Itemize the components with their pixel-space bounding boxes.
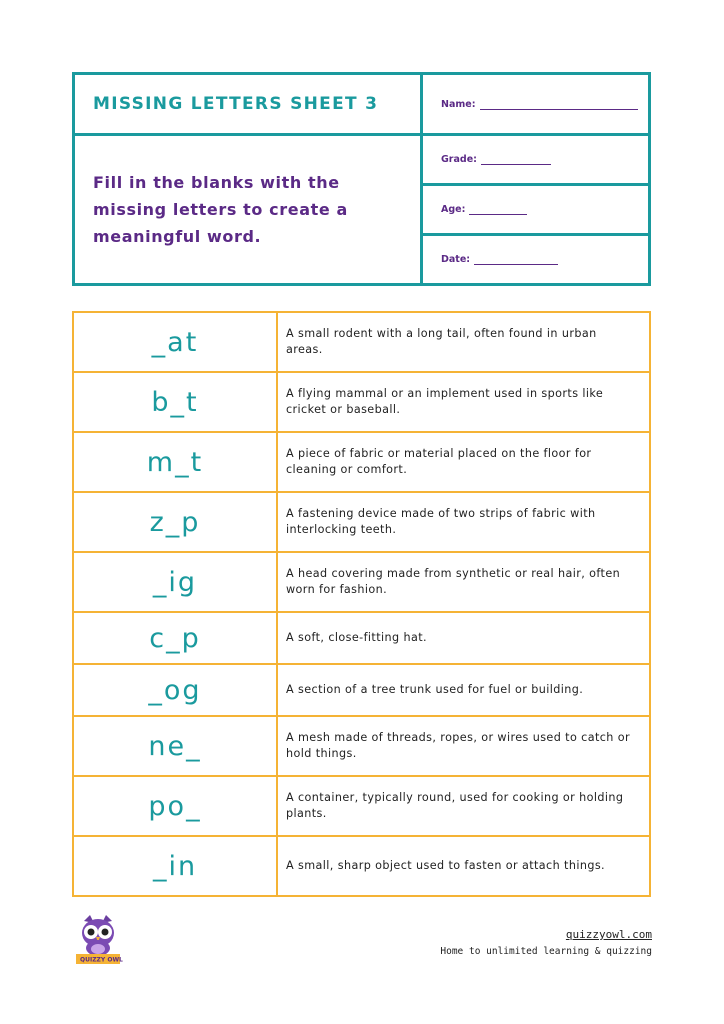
missing-word[interactable]: z_p bbox=[73, 492, 277, 552]
age-blank-line[interactable] bbox=[469, 204, 527, 215]
word-clue: A flying mammal or an implement used in sports like cricket or baseball. bbox=[277, 372, 650, 432]
date-field[interactable] bbox=[423, 236, 648, 283]
table-row bbox=[73, 836, 650, 896]
word-clue: A small rodent with a long tail, often found in urban areas. bbox=[277, 312, 650, 372]
word-clue: A head covering made from synthetic or real hair, often worn for fashion. bbox=[277, 552, 650, 612]
age-label: Age: bbox=[441, 204, 466, 215]
footer-tagline: Home to unlimited learning & quizzing bbox=[440, 946, 652, 957]
table-row bbox=[73, 612, 650, 664]
missing-word[interactable]: _ig bbox=[73, 552, 277, 612]
word-clue: A fastening device made of two strips of fabric with interlocking teeth. bbox=[277, 492, 650, 552]
table-row bbox=[73, 552, 650, 612]
missing-word[interactable]: c_p bbox=[73, 612, 277, 664]
sheet-title: MISSING LETTERS SHEET 3 bbox=[75, 75, 423, 136]
table-row bbox=[73, 492, 650, 552]
missing-word[interactable]: m_t bbox=[73, 432, 277, 492]
missing-word[interactable]: _at bbox=[73, 312, 277, 372]
missing-word[interactable]: po_ bbox=[73, 776, 277, 836]
table-row bbox=[73, 716, 650, 776]
missing-word[interactable]: _in bbox=[73, 836, 277, 896]
owl-logo-icon bbox=[72, 913, 124, 965]
word-clue: A section of a tree trunk used for fuel or building. bbox=[277, 664, 650, 716]
site-link[interactable]: quizzyowl.com bbox=[565, 928, 652, 941]
logo-text: QUIZZY OWL bbox=[80, 956, 123, 964]
missing-word[interactable]: b_t bbox=[73, 372, 277, 432]
table-row bbox=[73, 664, 650, 716]
word-table bbox=[72, 311, 651, 897]
name-field[interactable] bbox=[423, 75, 648, 136]
table-row bbox=[73, 372, 650, 432]
table-row bbox=[73, 776, 650, 836]
word-clue: A piece of fabric or material placed on the floor for cleaning or comfort. bbox=[277, 432, 650, 492]
name-label: Name: bbox=[441, 98, 476, 110]
table-row bbox=[73, 432, 650, 492]
date-label: Date: bbox=[441, 254, 471, 265]
word-clue: A container, typically round, used for cooking or holding plants. bbox=[277, 776, 650, 836]
owl-logo-graphic bbox=[72, 913, 124, 965]
grade-field[interactable] bbox=[423, 136, 648, 186]
footer bbox=[440, 928, 652, 957]
word-clue: A soft, close-fitting hat. bbox=[277, 612, 650, 664]
grade-label: Grade: bbox=[441, 154, 477, 165]
date-blank-line[interactable] bbox=[474, 254, 558, 265]
instructions: Fill in the blanks with the missing letters to create a meaningful word. bbox=[75, 136, 423, 283]
word-clue: A small, sharp object used to fasten or attach things. bbox=[277, 836, 650, 896]
grade-blank-line[interactable] bbox=[481, 154, 551, 165]
word-clue: A mesh made of threads, ropes, or wires used to catch or hold things. bbox=[277, 716, 650, 776]
missing-word[interactable]: ne_ bbox=[73, 716, 277, 776]
name-blank-line[interactable] bbox=[480, 99, 638, 110]
table-row bbox=[73, 312, 650, 372]
missing-word[interactable]: _og bbox=[73, 664, 277, 716]
worksheet-header bbox=[72, 72, 651, 286]
age-field[interactable] bbox=[423, 186, 648, 236]
